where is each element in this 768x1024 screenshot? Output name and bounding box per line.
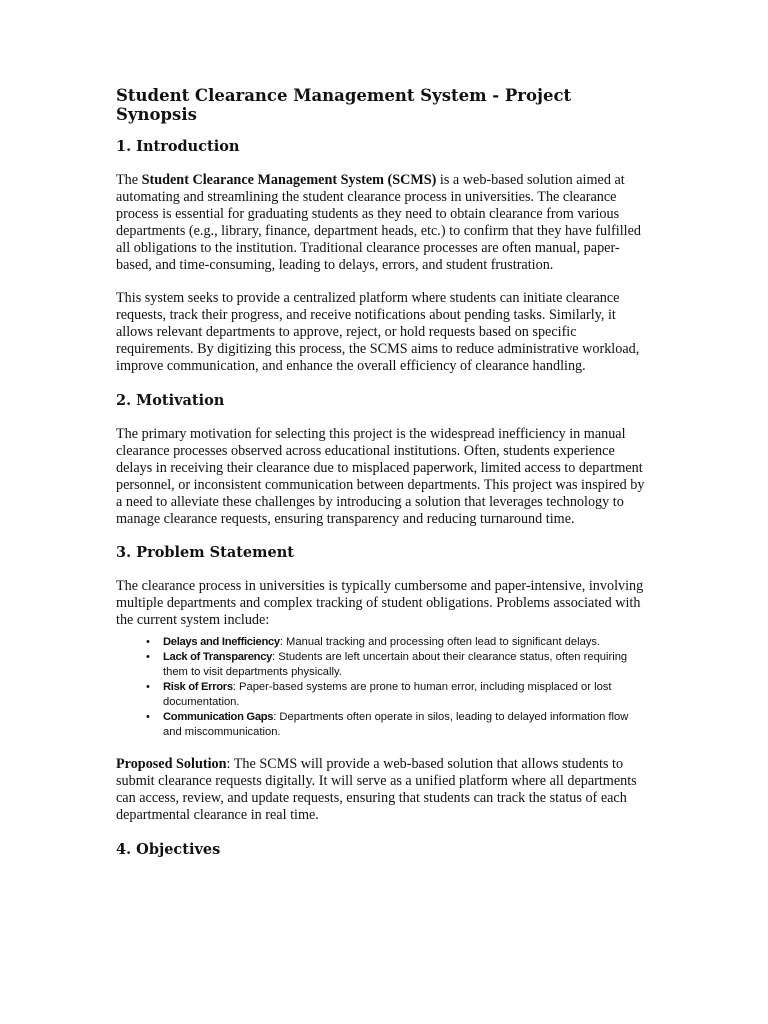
bullet-icon: • bbox=[146, 651, 150, 664]
bullet-term: Lack of Transparency bbox=[163, 651, 273, 664]
bullet-text: : Paper-based systems are prone to human error, including misplaced or lost documentation. bbox=[163, 681, 612, 709]
proposed-solution-text: : The SCMS will provide a web-based solution that allows students to submit clearance requests digitally. It will serve as a unified platform where all departments can access, review, and update requests, ensuring that students can track the status of each departmental clearance in real time. bbox=[116, 756, 637, 823]
proposed-solution-paragraph bbox=[116, 756, 648, 824]
bullet-text: : Departments often operate in silos, leading to delayed information flow and miscommunication. bbox=[163, 711, 629, 739]
list-item bbox=[146, 635, 648, 650]
list-item bbox=[146, 680, 648, 710]
list-item bbox=[146, 710, 648, 740]
list-item bbox=[146, 650, 648, 680]
problem-statement-paragraph: The clearance process in universities is typically cumbersome and paper-intensive, involving multiple departments and complex tracking of student obligations. Problems associated with the current system include: bbox=[116, 578, 644, 629]
introduction-p1-before: The bbox=[116, 172, 142, 188]
document-title: Student Clearance Management System - Project Synopsis bbox=[116, 86, 572, 124]
system-name-bold: Student Clearance Management System (SCMS) bbox=[141, 172, 437, 188]
bullet-term: Risk of Errors bbox=[163, 681, 233, 694]
proposed-solution-label: Proposed Solution bbox=[116, 756, 227, 773]
introduction-heading: 1. Introduction bbox=[116, 138, 240, 155]
motivation-heading: 2. Motivation bbox=[116, 391, 225, 409]
motivation-paragraph: The primary motivation for selecting this project is the widespread inefficiency in manual clearance processes observed across educational institutions. Often, students experience delays in receiving their clearance due to misplaced paperwork, limited access to department personnel, or inconsistent communication between departments. This project was inspired by a need to alleviate these challenges by introducing a solution that leverages technology to manage clearance requests, ensuring transparency and reducing turnaround time. bbox=[116, 425, 645, 527]
objectives-heading: 4. Objectives bbox=[116, 840, 221, 858]
bullet-term: Communication Gaps bbox=[163, 711, 274, 724]
document-page bbox=[116, 86, 648, 875]
bullet-icon: • bbox=[146, 711, 150, 724]
bullet-text: : Students are left uncertain about their clearance status, often requiring them to visit departments physically. bbox=[163, 651, 628, 679]
bullet-text: : Manual tracking and processing often lead to significant delays. bbox=[279, 636, 601, 649]
problem-bullet-list bbox=[116, 635, 648, 740]
introduction-paragraph-2: This system seeks to provide a centralized platform where students can initiate clearance requests, track their progress, and receive notifications about pending tasks. Similarly, it allows relevant departments to approve, reject, or hold requests based on specific requirements. By digitizing this process, the SCMS aims to reduce administrative workload, improve communication, and enhance the overall efficiency of clearance handling. bbox=[116, 290, 640, 375]
introduction-paragraph-1 bbox=[116, 172, 648, 273]
bullet-term: Delays and Inefficiency bbox=[163, 636, 280, 649]
introduction-p1-after: is a web-based solution aimed at automating and streamlining the student clearance process in universities. The clearance process is essential for graduating students as they need to obtain clearance from various departments (e.g., library, finance, department heads, etc.) to confirm that they have fulfilled all obligations to the institution. Traditional clearance processes are often manual, paper-based, and time-consuming, leading to delays, errors, and student frustration. bbox=[116, 172, 641, 273]
bullet-icon: • bbox=[146, 636, 150, 649]
bullet-icon: • bbox=[146, 681, 150, 694]
problem-statement-heading: 3. Problem Statement bbox=[116, 544, 294, 562]
